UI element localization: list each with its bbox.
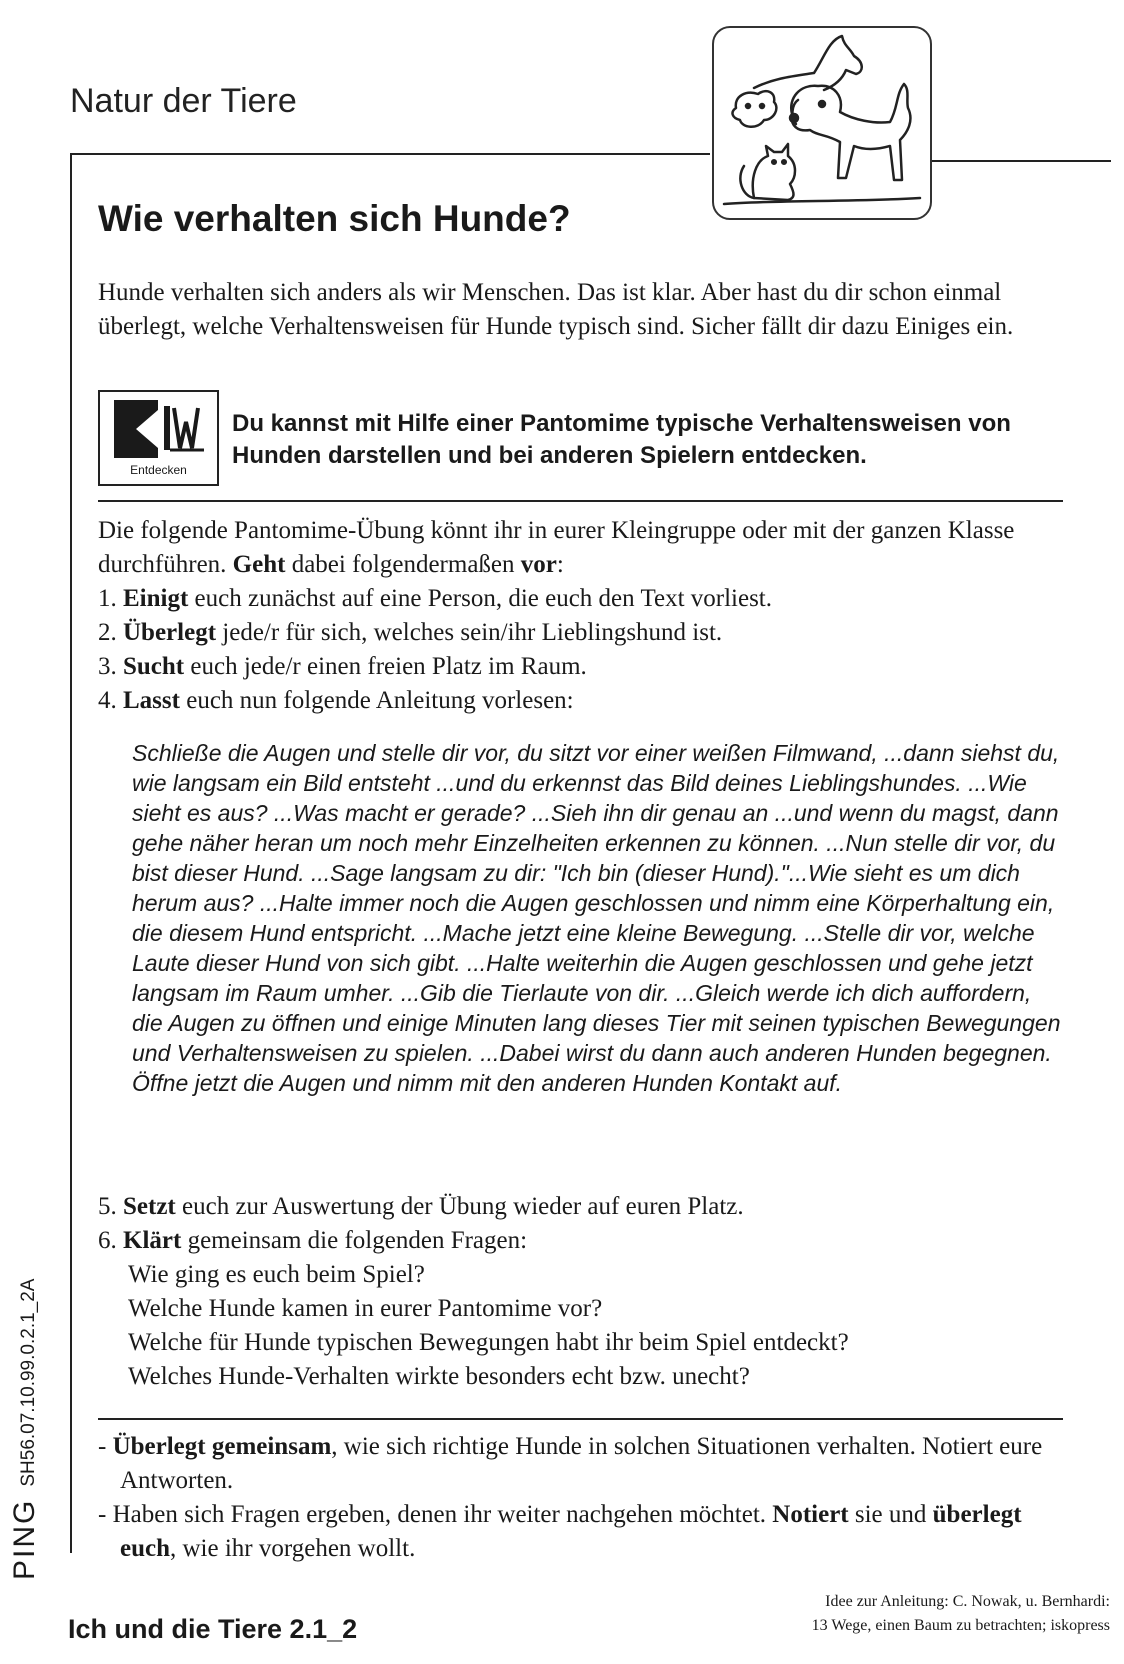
step-3	[98, 650, 1063, 684]
frame-top-right-line	[925, 160, 1111, 162]
note-dash: -	[98, 1433, 113, 1460]
note-2	[98, 1498, 1063, 1566]
question-4: Welches Hunde-Verhalten wirkte besonders echt bzw. unecht?	[128, 1363, 750, 1390]
step-text: euch zunächst auf eine Person, die euch den Text vorliest.	[188, 585, 773, 612]
follow-up-notes	[98, 1430, 1063, 1566]
side-brand: PING	[8, 1498, 41, 1580]
note-text: Haben sich Fragen ergeben, denen ihr weiter nachgehen möchtet.	[112, 1501, 773, 1528]
step-number: 6.	[98, 1227, 117, 1254]
reading-body: Schließe die Augen und stelle dir vor, du sitzt vor einer weißen Filmwand, ...dann siehst du, wie langsam ein Bild entsteht ...und du erkennst das Bild deines Lieblingshundes. ...Wie sieht es aus? ...Was macht er gerade? ...Sieh ihn dir genau an ...und wenn du magst, dann gehe näher heran um noch mehr Einzelheiten erkennen zu können. ...Nun stelle dir vor, du bist dieser Hund. ...Sage langsam zu dir: "Ich bin (dieser Hund)."...Wie sieht es um dich herum aus? ...Halte immer noch die Augen geschlossen und nimm eine Körperhaltung ein, die diesem Hund entspricht. ...Mache jetzt eine kleine Bewegung. ...Stelle dir vor, welche Laute dieser Hund von sich gibt. ...Halte weiterhin die Augen geschlossen und gehe jetzt langsam im Raum umher. ...Gib die Tierlaute von dir. ...Gleich werde ich dich auffordern, die Augen zu öffnen und einige Minuten lang dieses Tier mit seinen typischen Bewegungen und Verhaltensweisen zu spielen. ...Dabei wirst du dann auch anderen Hunden begegnen.	[132, 740, 1061, 1066]
step-verb: Überlegt	[123, 619, 217, 646]
instructions-intro	[98, 514, 1063, 582]
instructions-intro-bold-2: vor	[520, 551, 557, 578]
frame-top-line	[70, 153, 710, 155]
learning-goal-text: Du kannst mit Hilfe einer Pantomime typische Verhaltensweisen von Hunden darstellen und bei anderen Spielern entdecken.	[232, 410, 1011, 469]
step-text: euch nun folgende Anleitung vorlesen:	[179, 687, 574, 714]
note-bold-2: überlegt euch	[120, 1501, 1022, 1562]
step-number: 3.	[98, 653, 117, 680]
dog-horse-cat-icon	[714, 28, 930, 218]
note-text-3: , wie ihr vorgehen wollt.	[170, 1535, 416, 1562]
note-1	[98, 1430, 1063, 1498]
section-title: Natur der Tiere	[70, 82, 297, 120]
step-4	[98, 684, 1063, 718]
instructions-intro-bold: Geht	[232, 551, 286, 578]
step-verb: Setzt	[123, 1193, 176, 1220]
discover-icon	[108, 398, 208, 460]
question-3: Welche für Hunde typischen Bewegungen habt ihr beim Spiel entdeckt?	[128, 1329, 849, 1356]
credit-line-1: Idee zur Anleitung: C. Nowak, u. Bernhardi:	[825, 1593, 1110, 1610]
instructions-block	[98, 514, 1063, 718]
note-dash: -	[98, 1501, 113, 1528]
note-text-2: sie und	[848, 1501, 933, 1528]
step-number: 4.	[98, 687, 117, 714]
step-number: 5.	[98, 1193, 117, 1220]
goal-icon-box	[98, 390, 219, 486]
step-text: euch jede/r einen freien Platz im Raum.	[184, 653, 587, 680]
worksheet-title: Wie verhalten sich Hunde?	[98, 198, 571, 239]
footer-title: Ich und die Tiere 2.1_2	[68, 1614, 358, 1644]
frame-left-line	[70, 153, 72, 1553]
note-bold: Notiert	[772, 1501, 849, 1528]
divider-line	[98, 500, 1063, 502]
step-text: gemeinsam die folgenden Fragen:	[181, 1227, 528, 1254]
step-number: 1.	[98, 585, 117, 612]
goal-icon-label: Entdecken	[130, 463, 187, 477]
footer-credit	[708, 1590, 1110, 1638]
intro-paragraph: Hunde verhalten sich anders als wir Menschen. Das ist klar. Aber hast du dir schon einmal überlegt, welche Verhaltensweisen für Hunde typisch sind. Sicher fällt dir dazu Einiges ein.	[98, 279, 1014, 340]
credit-line-2: 13 Wege, einen Baum zu betrachten; iskopress	[811, 1617, 1110, 1634]
question-1: Wie ging es euch beim Spiel?	[128, 1261, 425, 1288]
step-verb: Klärt	[123, 1227, 182, 1254]
step-number: 2.	[98, 619, 117, 646]
step-verb: Sucht	[123, 653, 185, 680]
note-text: , wie sich richtige Hunde in solchen Situationen verhalten. Notiert eure Antworten.	[120, 1433, 1043, 1494]
instructions-intro-text: Die folgende Pantomime-Übung könnt ihr in eurer Kleingruppe oder mit der ganzen Klasse durchführen.	[98, 517, 1015, 578]
instructions-intro-colon: :	[556, 551, 564, 578]
side-code-number: SH56.07.10.99.0.2.1_2A	[18, 1278, 39, 1487]
instructions-intro-text-2: dabei folgendermaßen	[285, 551, 521, 578]
note-bold: Überlegt gemeinsam	[112, 1433, 332, 1460]
side-document-code	[8, 1279, 42, 1580]
step-verb: Lasst	[123, 687, 180, 714]
step-5	[98, 1190, 1063, 1224]
question-2: Welche Hunde kamen in eurer Pantomime vor?	[128, 1295, 603, 1322]
guided-reading-text	[132, 738, 1067, 1098]
step-2	[98, 616, 1063, 650]
reading-closing: Öffne jetzt die Augen und nimm mit den anderen Hunden Kontakt auf.	[132, 1070, 843, 1096]
divider-line-2	[98, 1418, 1063, 1420]
step-verb: Einigt	[123, 585, 189, 612]
step-text: euch zur Auswertung der Übung wieder auf euren Platz.	[175, 1193, 744, 1220]
step-6	[98, 1224, 1063, 1258]
evaluation-block	[98, 1190, 1063, 1394]
step-text: jede/r für sich, welches sein/ihr Lieblingshund ist.	[216, 619, 723, 646]
step-1	[98, 582, 1063, 616]
animals-illustration	[712, 26, 932, 220]
